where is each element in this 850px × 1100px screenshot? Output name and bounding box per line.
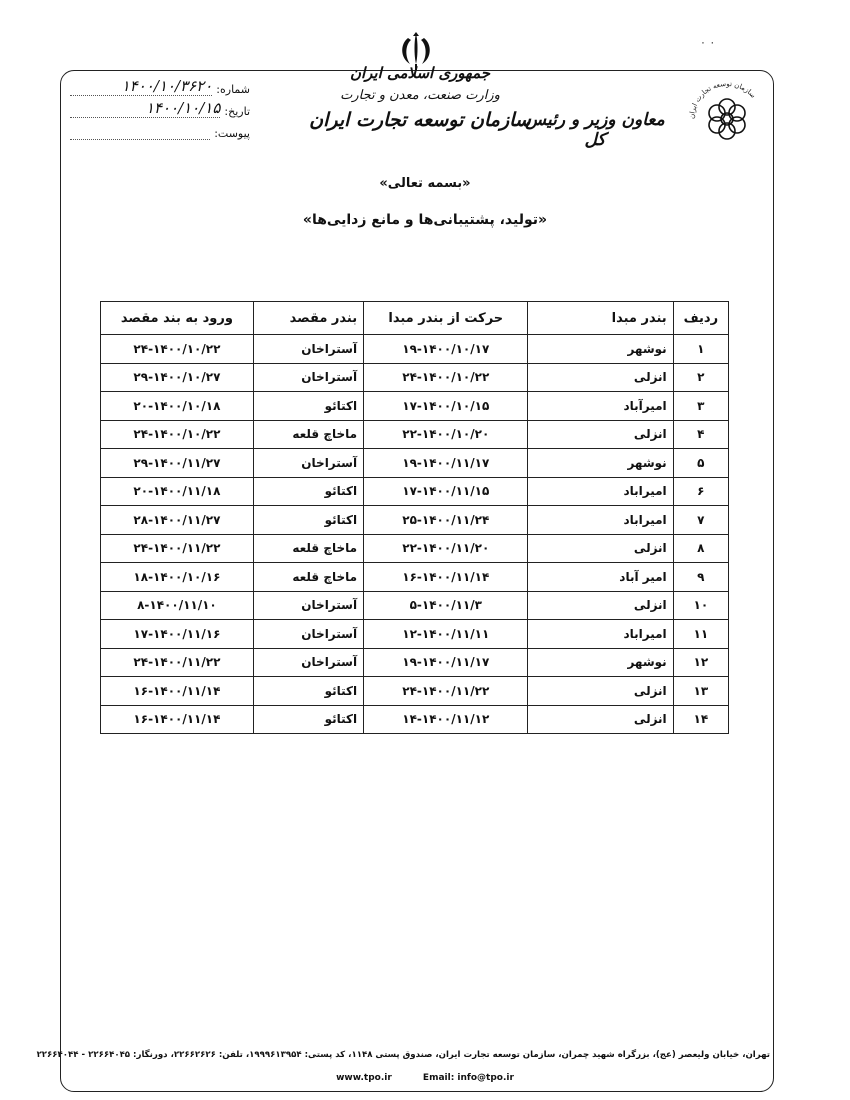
attachment-label: پیوست: [214, 127, 250, 140]
table-row [101, 420, 729, 449]
origin-port: انزلی [528, 534, 673, 563]
row-number: ۸ [673, 534, 728, 563]
destination-port: ماخاچ قلعه [253, 563, 363, 592]
row-number: ۱۲ [673, 648, 728, 677]
destination-port: آستراخان [253, 449, 363, 478]
tpo-logo-icon [688, 80, 766, 158]
arrival-date: ۱۸-۱۴۰۰/۱۰/۱۶ [101, 563, 254, 592]
header-arrival: ورود به بند مقصد [101, 302, 254, 335]
destination-port: آستراخان [253, 363, 363, 392]
origin-port: انزلی [528, 420, 673, 449]
header-origin: بندر مبدا [528, 302, 673, 335]
arrival-date: ۲۹-۱۴۰۰/۱۰/۲۷ [101, 363, 254, 392]
departure-date: ۵-۱۴۰۰/۱۱/۳ [364, 591, 528, 620]
stray-marks: ٠ ٠ [700, 36, 716, 49]
row-number: ۱۱ [673, 620, 728, 649]
date-row [70, 96, 250, 118]
table-row [101, 392, 729, 421]
table-row [101, 563, 729, 592]
destination-port: اکتائو [253, 392, 363, 421]
table-row [101, 620, 729, 649]
departure-date: ۲۲-۱۴۰۰/۱۰/۲۰ [364, 420, 528, 449]
origin-port: امیراباد [528, 620, 673, 649]
letter-meta [70, 74, 250, 140]
letterhead-center [300, 64, 540, 131]
departure-date: ۱۴-۱۴۰۰/۱۱/۱۲ [364, 705, 528, 734]
number-label: شماره: [216, 83, 250, 96]
table-row [101, 506, 729, 535]
row-number: ۶ [673, 477, 728, 506]
destination-port: آستراخان [253, 620, 363, 649]
logo-ring-text: سازمان توسعه تجارت ایران [688, 80, 758, 120]
footer-email: Email: info@tpo.ir [422, 1073, 514, 1083]
arrival-date: ۲۴-۱۴۰۰/۱۰/۲۲ [101, 420, 254, 449]
table-header-row [101, 302, 729, 335]
destination-port: اکتائو [253, 477, 363, 506]
departure-date: ۱۷-۱۴۰۰/۱۰/۱۵ [364, 392, 528, 421]
arrival-date: ۱۶-۱۴۰۰/۱۱/۱۴ [101, 705, 254, 734]
header-departure: حرکت از بندر مبدا [364, 302, 528, 335]
origin-port: نوشهر [528, 449, 673, 478]
origin-port: انزلی [528, 705, 673, 734]
footer-website: www.tpo.ir [336, 1073, 392, 1083]
origin-port: انزلی [528, 363, 673, 392]
footer-contact [300, 1073, 550, 1083]
ministry-name: وزارت صنعت، معدن و تجارت [340, 88, 500, 103]
date-value: ۱۴۰۰/۱۰/۱۵ [70, 100, 220, 118]
slogan-subject: «تولید، پشتیبانی‌ها و مانع زدایی‌ها» [302, 212, 548, 228]
number-row [70, 74, 250, 96]
arrival-date: ۲۴-۱۴۰۰/۱۰/۲۲ [101, 335, 254, 364]
arrival-date: ۲۹-۱۴۰۰/۱۱/۲۷ [101, 449, 254, 478]
destination-port: آستراخان [253, 335, 363, 364]
departure-date: ۲۲-۱۴۰۰/۱۱/۲۰ [364, 534, 528, 563]
departure-date: ۱۶-۱۴۰۰/۱۱/۱۴ [364, 563, 528, 592]
arrival-date: ۲۴-۱۴۰۰/۱۱/۲۲ [101, 648, 254, 677]
origin-port: امیر آباد [528, 563, 673, 592]
departure-date: ۱۹-۱۴۰۰/۱۱/۱۷ [364, 648, 528, 677]
row-number: ۱ [673, 335, 728, 364]
row-number: ۳ [673, 392, 728, 421]
bismillah: «بسمه تعالی» [379, 176, 471, 191]
footer-address: تهران، خیابان ولیعصر (عج)، بزرگراه شهید چمران، سازمان توسعه تجارت ایران، صندوق پستی ۱۱۴۸، کد پستی: ۱۹۹۹۶۱۳۹۵۴، تلفن: ۲۲۶۶۲۶۲۶، دورنگار: ۲۲۶۶۴۰۴۵ - ۲۲۶۶۴۰۴۴ [36, 1050, 770, 1060]
arrival-date: ۲۸-۱۴۰۰/۱۱/۲۷ [101, 506, 254, 535]
origin-port: امیراباد [528, 477, 673, 506]
origin-port: نوشهر [528, 335, 673, 364]
arrival-date: ۸-۱۴۰۰/۱۱/۱۰ [101, 591, 254, 620]
attachment-row [70, 118, 250, 140]
organization-name: سازمان توسعه تجارت ایران [309, 109, 531, 131]
origin-port: انزلی [528, 591, 673, 620]
destination-port: ماخاچ قلعه [253, 420, 363, 449]
origin-port: انزلی [528, 677, 673, 706]
table-row [101, 591, 729, 620]
row-number: ۴ [673, 420, 728, 449]
header-row-no: ردیف [673, 302, 728, 335]
departure-date: ۱۲-۱۴۰۰/۱۱/۱۱ [364, 620, 528, 649]
row-number: ۷ [673, 506, 728, 535]
destination-port: اکتائو [253, 506, 363, 535]
table-row [101, 677, 729, 706]
date-label: تاریخ: [224, 105, 250, 118]
departure-date: ۲۴-۱۴۰۰/۱۰/۲۲ [364, 363, 528, 392]
origin-port: نوشهر [528, 648, 673, 677]
origin-port: امیراباد [528, 506, 673, 535]
departure-date: ۲۴-۱۴۰۰/۱۱/۲۲ [364, 677, 528, 706]
row-number: ۱۰ [673, 591, 728, 620]
row-number: ۲ [673, 363, 728, 392]
departure-date: ۲۵-۱۴۰۰/۱۱/۲۴ [364, 506, 528, 535]
row-number: ۵ [673, 449, 728, 478]
destination-port: ماخاچ قلعه [253, 534, 363, 563]
table-row [101, 648, 729, 677]
table-row [101, 449, 729, 478]
destination-port: آستراخان [253, 648, 363, 677]
origin-port: امیرآباد [528, 392, 673, 421]
departure-date: ۱۷-۱۴۰۰/۱۱/۱۵ [364, 477, 528, 506]
departure-date: ۱۹-۱۴۰۰/۱۰/۱۷ [364, 335, 528, 364]
row-number: ۹ [673, 563, 728, 592]
arrival-date: ۲۰-۱۴۰۰/۱۱/۱۸ [101, 477, 254, 506]
destination-port: اکتائو [253, 677, 363, 706]
attachment-value [70, 138, 210, 140]
table-row [101, 477, 729, 506]
number-value: ۱۴۰۰/۱۰/۳۶۲۰ [70, 78, 212, 96]
shipment-schedule-table [100, 301, 729, 734]
table-row [101, 705, 729, 734]
table-row [101, 335, 729, 364]
destination-port: آستراخان [253, 591, 363, 620]
table-body [101, 335, 729, 734]
row-number: ۱۴ [673, 705, 728, 734]
republic-name: جمهوری اسلامی ایران [349, 64, 491, 82]
arrival-date: ۲۰-۱۴۰۰/۱۰/۱۸ [101, 392, 254, 421]
arrival-date: ۲۴-۱۴۰۰/۱۱/۲۲ [101, 534, 254, 563]
row-number: ۱۳ [673, 677, 728, 706]
header-destination: بندر مقصد [253, 302, 363, 335]
arrival-date: ۱۶-۱۴۰۰/۱۱/۱۴ [101, 677, 254, 706]
arrival-date: ۱۷-۱۴۰۰/۱۱/۱۶ [101, 620, 254, 649]
table-row [101, 363, 729, 392]
table-row [101, 534, 729, 563]
departure-date: ۱۹-۱۴۰۰/۱۱/۱۷ [364, 449, 528, 478]
destination-port: اکتائو [253, 705, 363, 734]
deputy-title: معاون وزیر و رئیس کل [525, 110, 665, 150]
